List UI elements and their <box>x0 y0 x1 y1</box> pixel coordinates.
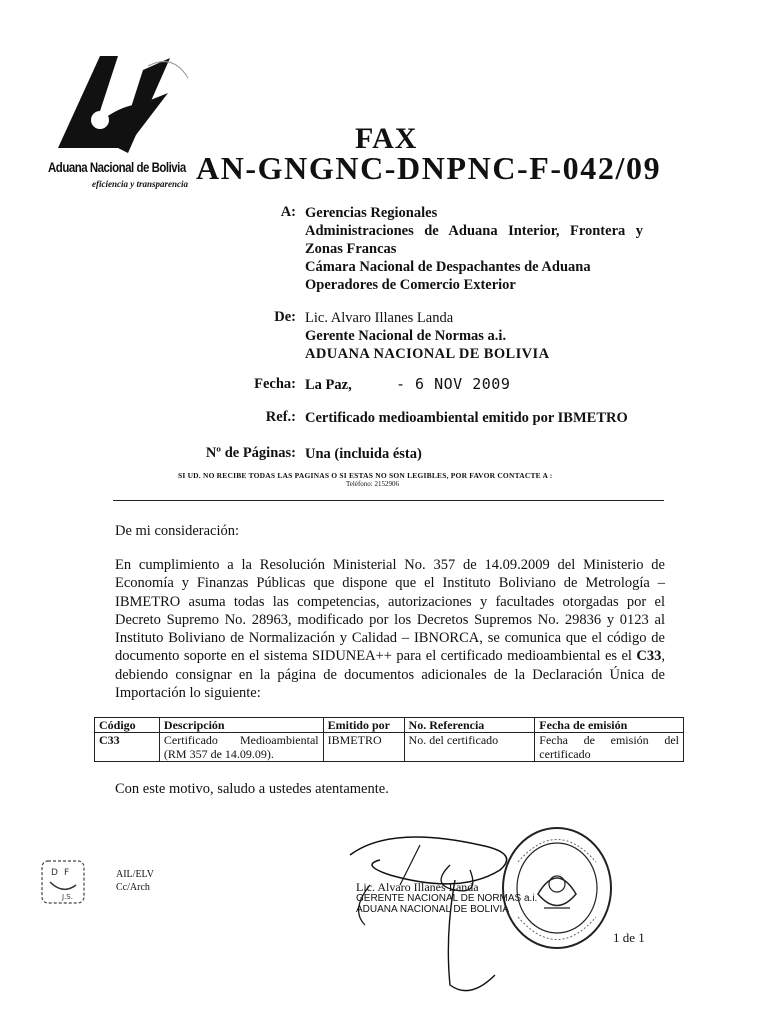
table-cell: C33 <box>95 733 160 762</box>
table-header-row <box>95 718 684 733</box>
signer-name: Lic. Alvaro Illanes Landa <box>356 880 479 894</box>
body-paragraph <box>115 556 665 702</box>
pages-label: Nº de Páginas: <box>205 445 296 461</box>
aduana-logo-icon <box>48 48 198 160</box>
paragraph-part: , debiendo consignar en la página de documentos adicionales de la Declaración Única de Importación lo siguiente: <box>115 648 665 702</box>
to-line: Cámara Nacional de Despachantes de Aduana <box>305 259 591 275</box>
table-cell: Certificado Medioambiental (RM 357 de 14.09.09). <box>159 733 323 762</box>
fax-notice: SI UD. NO RECIBE TODAS LAS PAGINAS O SI ESTAS NO SON LEGIBLES, POR FAVOR CONTACTE A : <box>178 471 553 480</box>
from-line: Gerente Nacional de Normas a.i. <box>305 328 507 344</box>
to-line: Gerencias Regionales <box>305 205 438 221</box>
table-row <box>95 733 684 762</box>
divider <box>113 500 664 501</box>
table-header: Emitido por <box>323 718 404 733</box>
to-line: Administraciones de Aduana Interior, Frontera y <box>305 223 643 239</box>
paragraph-part: En cumplimiento a la Resolución Ministerial No. 357 de 14.09.2009 del Ministerio de Economía y Finanzas Públicas que dispone que el Instituto Boliviano de Metrología – IBMETRO asuma todas las competencias, autorizaciones y facultades otorgadas por el Decreto Supremo No. 28963, modificado por los Decretos Supremos No. 29836 y 0123 al Instituto Boliviano de Normalización y Calidad – IBNORCA, se comunica que el código de documento soporte en el sistema SIDUNEA++ para el certificado medioambiental es el <box>115 557 665 665</box>
official-seal-icon <box>498 822 616 954</box>
org-name: Aduana Nacional de Bolivia <box>48 159 186 175</box>
to-line: Operadores de Comercio Exterior <box>305 277 516 293</box>
table-header: No. Referencia <box>404 718 535 733</box>
from-line: Lic. Alvaro Illanes Landa <box>305 310 454 326</box>
document-code-table <box>94 717 684 762</box>
table-header: Código <box>95 718 160 733</box>
distribution-stamp-icon <box>38 857 88 907</box>
fax-phone: Teléfono: 2152906 <box>346 480 399 488</box>
page-number: 1 de 1 <box>613 930 645 945</box>
ref-label: Ref.: <box>265 409 296 425</box>
document-type-title: FAX <box>355 122 418 155</box>
to-label: A: <box>280 204 296 220</box>
date-label: Fecha: <box>254 376 296 392</box>
salutation: De mi consideración: <box>115 523 240 539</box>
to-recipients <box>305 204 643 294</box>
date-stamp: - 6 NOV 2009 <box>396 375 511 393</box>
svg-text:F: F <box>64 868 70 878</box>
document-number: AN-GNGNC-DNPNC-F-042/09 <box>196 150 662 186</box>
from-sender <box>305 309 549 363</box>
table-header: Fecha de emisión <box>535 718 684 733</box>
initials-line: AIL/ELV <box>116 869 154 880</box>
org-motto: eficiencia y transparencia <box>92 179 188 189</box>
closing: Con este motivo, saludo a ustedes atentamente. <box>115 781 389 797</box>
table-cell: Fecha de emisión del certificado <box>535 733 684 762</box>
table-cell: No. del certificado <box>404 733 535 762</box>
from-label: De: <box>274 309 296 325</box>
from-line: ADUANA NACIONAL DE BOLIVIA <box>305 346 550 362</box>
date-place: La Paz, <box>305 377 352 393</box>
signer-org: ADUANA NACIONAL DE BOLIVIA <box>356 904 510 915</box>
signer-title: GERENTE NACIONAL DE NORMAS a.i. <box>356 893 538 904</box>
ref-value: Certificado medioambiental emitido por IBMETRO <box>305 410 628 426</box>
paragraph-code: C33 <box>636 648 662 665</box>
table-header: Descripción <box>159 718 323 733</box>
table-cell: IBMETRO <box>323 733 404 762</box>
svg-text:D: D <box>51 868 58 878</box>
svg-text:J.S.: J.S. <box>62 893 73 901</box>
to-line: Zonas Francas <box>305 241 397 257</box>
initials-block <box>116 868 154 894</box>
pages-value: Una (incluida ésta) <box>305 446 422 462</box>
initials-line: Cc/Arch <box>116 882 150 893</box>
